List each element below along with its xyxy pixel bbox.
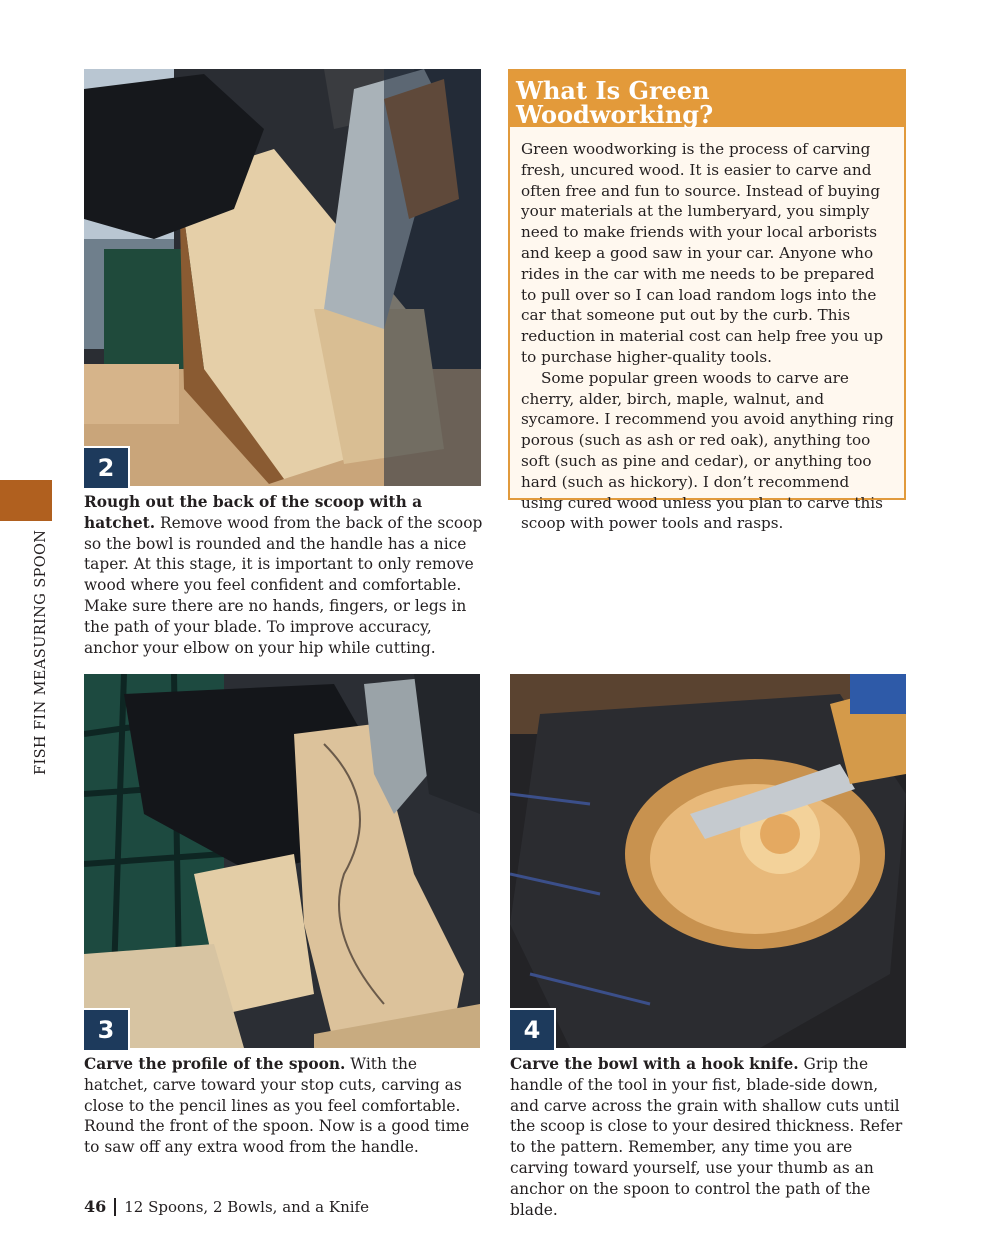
sidebar-title-line1: What Is Green [516,76,710,105]
sidebar-paragraph-1: Green woodworking is the process of carving fresh, uncured wood. It is easier to carve and often free and fun to source. Instead of buying your materials at the lumberyard, you simply need to make friends with your local arborists and keep a good saw in your car. Anyone who rides in the car with me needs to be prepared to pull over so I can load random logs into the car that someone put out by the curb. This reduction in material cost can help free you up to purchase higher-quality tools. [521,140,884,366]
step-3-badge: 3 [84,1008,130,1050]
sidebar-body [510,127,904,534]
sidebar-title-line2: Woodworking? [516,100,714,129]
book-title: 12 Spoons, 2 Bowls, and a Knife [124,1197,369,1216]
step-3-photo [84,674,480,1048]
step-2-body: Remove wood from the back of the scoop so the bowl is rounded and the handle has a nice taper. At this stage, it is important to only remove wood where you feel confident and comfortable. Make sure there are no hands, fingers, or legs in the path of your blade. To improve accuracy, anchor your elbow on your hip while cutting. [84,513,483,657]
page-number: 46 [84,1197,107,1216]
step-3-caption [84,1054,484,1158]
step-3-title: Carve the profile of the spoon. [84,1055,346,1073]
step-2-photo [84,69,481,486]
chapter-tab [0,480,52,521]
step-2-caption [84,492,484,658]
step-4-badge: 4 [510,1008,556,1050]
step-3-body: With the hatchet, carve toward your stop cuts, carving as close to the pencil lines as you feel comfortable. Round the front of the spoon. Now is a good time to saw off any extra wood from the handle. [84,1055,470,1157]
sidebar-paragraph-2: Some popular green woods to carve are cherry, alder, birch, maple, walnut, and sycamore. I recommend you avoid anything ring porous (such as ash or red oak), anything too soft (such as pine and cedar), or anything too hard (such as hickory). I don’t recommend using cured wood unless you plan to carve this scoop with power tools and rasps. [521,368,894,533]
step-2-title: Rough out the back of the scoop with a hatchet. [84,493,423,532]
footer-separator [114,1198,116,1216]
sidebar-header [510,71,904,127]
page-footer [84,1197,369,1216]
step-2-badge: 2 [84,446,130,488]
step-4-title: Carve the bowl with a hook knife. [510,1055,799,1073]
chapter-side-label: FISH FIN MEASURING SPOON [33,529,49,775]
step-4-caption [510,1054,906,1220]
step-4-body: Grip the handle of the tool in your fist, blade-side down, and carve across the grain with shallow cuts until the scoop is close to your desired thickness. Refer to the pattern. Remember, any time you are carving toward yourself, use your thumb as an anchor on the spoon to control the path of the blade. [510,1055,903,1219]
step-4-photo [510,674,906,1048]
green-woodworking-sidebar [508,69,906,533]
